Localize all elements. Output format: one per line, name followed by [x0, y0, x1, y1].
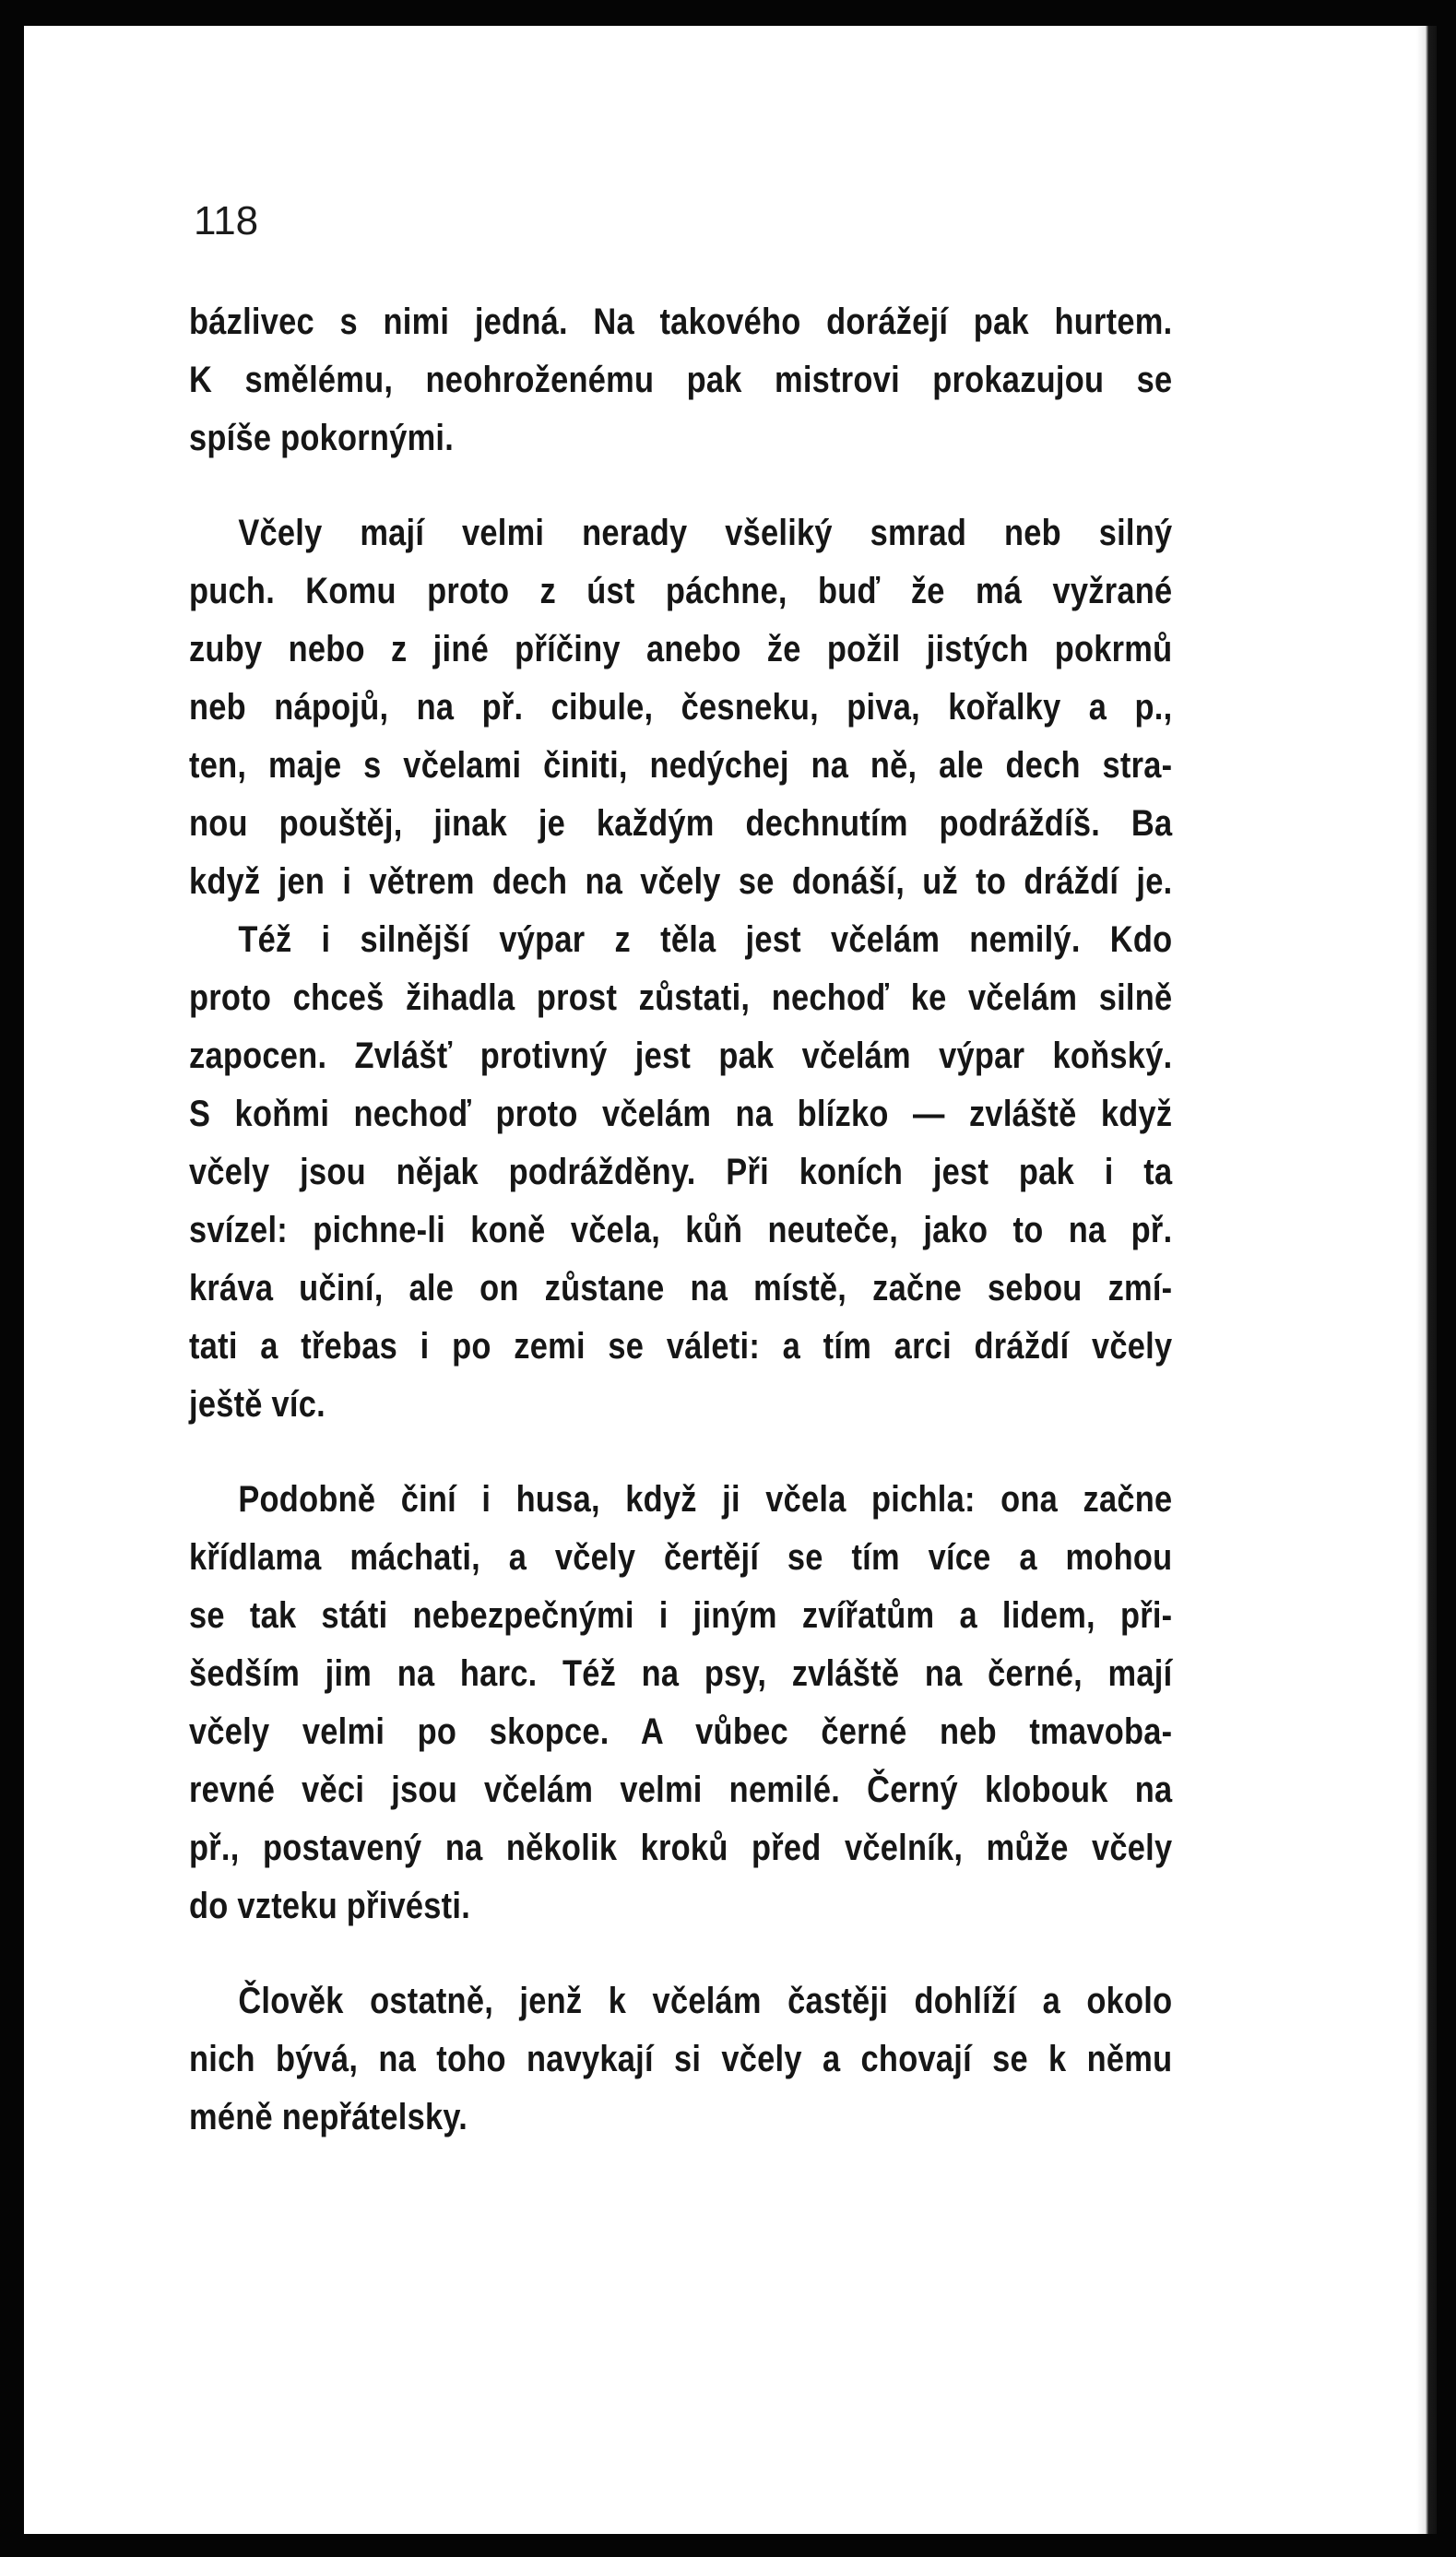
paragraph-3 — [189, 911, 1172, 1434]
text-line: ještě víc. — [189, 1384, 326, 1425]
text-line: spíše pokornými. — [189, 418, 455, 458]
text-line: křídlama máchati, a včely čertějí se tím více a mohou — [189, 1537, 1173, 1578]
text-line: revné věci jsou včelám velmi nemilé. Černý klobouk na — [189, 1770, 1173, 1810]
text-line: př., postavený na několik kroků před včelník, může včely — [189, 1828, 1173, 1868]
body-text — [189, 293, 1172, 2147]
paragraph-4 — [189, 1471, 1172, 1936]
paragraph-1 — [189, 293, 1172, 468]
text-line: S koňmi nechoď proto včelám na blízko — zvláště když — [189, 1094, 1173, 1134]
text-line: Včely mají velmi nerady všeliký smrad neb silný — [238, 513, 1173, 553]
text-line: neb nápojů, na př. cibule, česneku, piva, kořalky a p., — [189, 687, 1173, 728]
text-line: Podobně činí i husa, když ji včela pichla: ona začne — [238, 1479, 1173, 1520]
text-line: nou pouštěj, jinak je každým dechnutím podráždíš. Ba — [189, 803, 1173, 844]
text-line: ten, maje s včelami činiti, nedýchej na ně, ale dech stra- — [189, 745, 1173, 786]
text-line: kráva učiní, ale on zůstane na místě, začne sebou zmí- — [189, 1268, 1173, 1308]
text-line: včely jsou nějak podrážděny. Při koních jest pak i ta — [189, 1152, 1173, 1192]
text-line: puch. Komu proto z úst páchne, buď že má vyžrané — [189, 571, 1173, 611]
text-line: šedším jim na harc. Též na psy, zvláště na černé, mají — [189, 1653, 1173, 1694]
paragraph-5 — [189, 1972, 1172, 2147]
text-line: svízel: pichne-li koně včela, kůň neuteče, jako to na př. — [189, 1210, 1173, 1250]
text-line: zuby nebo z jiné příčiny anebo že požil jistých pokrmů — [189, 629, 1173, 669]
text-line: když jen i větrem dech na včely se donáší, už to dráždí je. — [189, 861, 1173, 902]
text-line: méně nepřátelsky. — [189, 2097, 468, 2137]
text-line: K smělému, neohroženému pak mistrovi prokazujou se — [189, 360, 1173, 400]
text-line: Člověk ostatně, jenž k včelám častěji dohlíží a okolo — [238, 1981, 1173, 2021]
text-line: Též i silnější výpar z těla jest včelám nemilý. Kdo — [238, 919, 1173, 960]
text-line: včely velmi po skopce. A vůbec černé neb tmavoba- — [189, 1711, 1173, 1752]
page-edge — [1416, 26, 1437, 2534]
text-line: zapocen. Zvlášť protivný jest pak včelám výpar koňský. — [189, 1036, 1173, 1076]
text-line: do vzteku přivésti. — [189, 1886, 471, 1926]
page-number: 118 — [194, 198, 259, 243]
paragraph-2 — [189, 504, 1172, 911]
text-line: proto chceš žihadla prost zůstati, nechoď ke včelám silně — [189, 977, 1173, 1018]
text-line: se tak státi nebezpečnými i jiným zvířatům a lidem, při- — [189, 1595, 1173, 1636]
text-line: bázlivec s nimi jedná. Na takového dorážejí pak hurtem. — [189, 302, 1173, 342]
text-line: nich bývá, na toho navykají si včely a chovají se k němu — [189, 2039, 1173, 2079]
text-line: tati a třebas i po zemi se váleti: a tím arci dráždí včely — [189, 1326, 1173, 1367]
